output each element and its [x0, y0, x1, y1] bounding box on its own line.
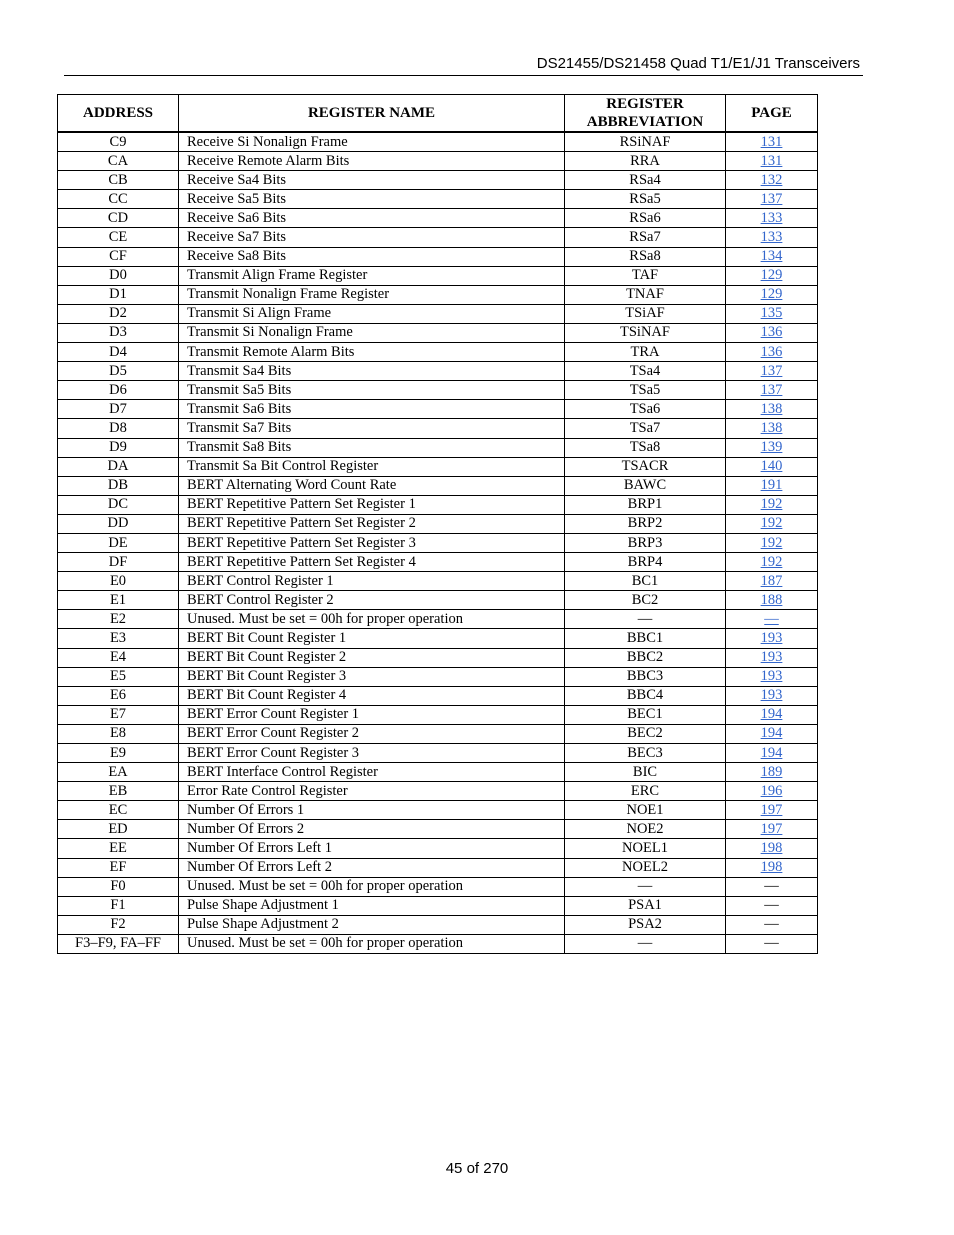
- page-link[interactable]: 192: [760, 534, 783, 551]
- document-header-title: DS21455/DS21458 Quad T1/E1/J1 Transceivers: [536, 55, 860, 72]
- table-row: [58, 782, 818, 801]
- register-address: CE: [58, 228, 179, 247]
- register-name: BERT Alternating Word Count Rate: [179, 476, 565, 495]
- page-link[interactable]: 194: [760, 744, 783, 761]
- table-row: [58, 285, 818, 304]
- table-row: [58, 247, 818, 266]
- register-address: E5: [58, 667, 179, 686]
- table-row: [58, 533, 818, 552]
- table-row: [58, 667, 818, 686]
- page-cell: [726, 591, 818, 610]
- page-cell: [726, 705, 818, 724]
- register-address: D2: [58, 304, 179, 323]
- register-abbreviation: TSiAF: [565, 304, 726, 323]
- register-abbreviation: NOE1: [565, 801, 726, 820]
- register-abbreviation: BRP1: [565, 495, 726, 514]
- page-link[interactable]: 131: [760, 133, 783, 150]
- page-cell: [726, 400, 818, 419]
- page-cell: [726, 285, 818, 304]
- register-abbreviation: NOE2: [565, 820, 726, 839]
- page-cell: [726, 820, 818, 839]
- page-cell: [726, 934, 818, 953]
- page-cell: [726, 858, 818, 877]
- page-link[interactable]: 133: [760, 229, 783, 246]
- register-address: DD: [58, 514, 179, 533]
- table-row: [58, 763, 818, 782]
- register-name: Receive Sa7 Bits: [179, 228, 565, 247]
- table-row: [58, 820, 818, 839]
- register-address: DF: [58, 553, 179, 572]
- table-row: [58, 190, 818, 209]
- register-name: BERT Control Register 1: [179, 572, 565, 591]
- page-link[interactable]: 135: [760, 305, 783, 322]
- register-name: BERT Error Count Register 2: [179, 724, 565, 743]
- page-link[interactable]: 136: [760, 324, 783, 341]
- register-name: Unused. Must be set = 00h for proper operation: [179, 934, 565, 953]
- register-address: ED: [58, 820, 179, 839]
- register-address: D3: [58, 323, 179, 342]
- page-link[interactable]: 129: [760, 286, 783, 303]
- column-header-abbreviation: [565, 95, 726, 133]
- register-name: Pulse Shape Adjustment 2: [179, 915, 565, 934]
- page-cell: [726, 801, 818, 820]
- page-cell: [726, 629, 818, 648]
- register-name: Transmit Align Frame Register: [179, 266, 565, 285]
- register-address: E6: [58, 686, 179, 705]
- register-address: E3: [58, 629, 179, 648]
- page-link[interactable]: 188: [760, 591, 783, 608]
- register-name: Receive Remote Alarm Bits: [179, 152, 565, 171]
- register-name: Number Of Errors Left 2: [179, 858, 565, 877]
- register-address: EB: [58, 782, 179, 801]
- register-abbreviation: RSa8: [565, 247, 726, 266]
- register-address: C9: [58, 132, 179, 152]
- register-name: BERT Repetitive Pattern Set Register 4: [179, 553, 565, 572]
- register-abbreviation: —: [565, 934, 726, 953]
- register-abbreviation: BEC3: [565, 744, 726, 763]
- page-link[interactable]: 198: [760, 859, 783, 876]
- register-abbreviation: TSa4: [565, 362, 726, 381]
- register-name: Receive Si Nonalign Frame: [179, 132, 565, 152]
- register-abbreviation: BAWC: [565, 476, 726, 495]
- page-cell: [726, 915, 818, 934]
- page-value: —: [764, 897, 779, 914]
- register-abbreviation: TSa5: [565, 381, 726, 400]
- page-cell: [726, 553, 818, 572]
- register-abbreviation: RSiNAF: [565, 132, 726, 152]
- register-abbreviation: TSa6: [565, 400, 726, 419]
- table-row: [58, 553, 818, 572]
- register-abbreviation: RSa7: [565, 228, 726, 247]
- register-abbreviation: RSa5: [565, 190, 726, 209]
- table-row: [58, 209, 818, 228]
- register-address: DA: [58, 457, 179, 476]
- register-address: EA: [58, 763, 179, 782]
- page-cell: [726, 266, 818, 285]
- page-link[interactable]: 193: [760, 629, 783, 646]
- register-address: D1: [58, 285, 179, 304]
- register-address: DE: [58, 533, 179, 552]
- register-address: F2: [58, 915, 179, 934]
- register-name: BERT Repetitive Pattern Set Register 1: [179, 495, 565, 514]
- register-abbreviation: BC2: [565, 591, 726, 610]
- register-name: Receive Sa8 Bits: [179, 247, 565, 266]
- column-header-page: PAGE: [726, 95, 818, 133]
- page-value: —: [764, 916, 779, 933]
- table-row: [58, 572, 818, 591]
- register-address: F1: [58, 896, 179, 915]
- register-name: Error Rate Control Register: [179, 782, 565, 801]
- register-name: Receive Sa6 Bits: [179, 209, 565, 228]
- register-name: Pulse Shape Adjustment 1: [179, 896, 565, 915]
- page-link[interactable]: 187: [760, 572, 783, 589]
- table-row: [58, 877, 818, 896]
- register-address: CB: [58, 171, 179, 190]
- register-abbreviation: BRP3: [565, 533, 726, 552]
- register-name: BERT Error Count Register 3: [179, 744, 565, 763]
- register-abbreviation: TSa8: [565, 438, 726, 457]
- register-abbreviation: RSa6: [565, 209, 726, 228]
- register-name: BERT Bit Count Register 3: [179, 667, 565, 686]
- page-cell: [726, 323, 818, 342]
- register-name: BERT Control Register 2: [179, 591, 565, 610]
- page-cell: [726, 667, 818, 686]
- page-cell: [726, 190, 818, 209]
- page-cell: [726, 648, 818, 667]
- register-abbreviation: TSACR: [565, 457, 726, 476]
- register-name: Unused. Must be set = 00h for proper operation: [179, 610, 565, 629]
- register-map-table: [57, 94, 818, 954]
- register-address: DC: [58, 495, 179, 514]
- page-link[interactable]: 193: [760, 649, 783, 666]
- table-row: [58, 362, 818, 381]
- page-cell: [726, 686, 818, 705]
- register-address: D6: [58, 381, 179, 400]
- register-abbreviation: RRA: [565, 152, 726, 171]
- register-address: E2: [58, 610, 179, 629]
- register-name: Transmit Remote Alarm Bits: [179, 343, 565, 362]
- register-address: EE: [58, 839, 179, 858]
- table-row: [58, 686, 818, 705]
- register-address: F3–F9, FA–FF: [58, 934, 179, 953]
- page-link[interactable]: 137: [760, 190, 783, 207]
- column-header-register-name: REGISTER NAME: [179, 95, 565, 133]
- header-divider: [64, 75, 863, 76]
- register-address: D7: [58, 400, 179, 419]
- register-address: E4: [58, 648, 179, 667]
- register-abbreviation: TSiNAF: [565, 323, 726, 342]
- column-header-abbreviation-line2: ABBREVIATION: [586, 114, 704, 130]
- register-address: D0: [58, 266, 179, 285]
- page-cell: [726, 362, 818, 381]
- page-cell: [726, 744, 818, 763]
- register-name: Number Of Errors 1: [179, 801, 565, 820]
- page-link[interactable]: 194: [760, 725, 783, 742]
- register-name: BERT Repetitive Pattern Set Register 2: [179, 514, 565, 533]
- page-link[interactable]: 191: [760, 477, 783, 494]
- register-name: Receive Sa4 Bits: [179, 171, 565, 190]
- register-address: E8: [58, 724, 179, 743]
- register-abbreviation: RSa4: [565, 171, 726, 190]
- page-cell: [726, 209, 818, 228]
- page-cell: [726, 572, 818, 591]
- table-header-row: [58, 95, 818, 133]
- page-cell: [726, 228, 818, 247]
- register-abbreviation: BRP4: [565, 553, 726, 572]
- register-address: D9: [58, 438, 179, 457]
- table-row: [58, 419, 818, 438]
- page-link[interactable]: 134: [760, 248, 783, 265]
- register-abbreviation: ERC: [565, 782, 726, 801]
- page-link[interactable]: 129: [760, 267, 783, 284]
- table-row: [58, 915, 818, 934]
- register-address: D5: [58, 362, 179, 381]
- page-value: —: [764, 878, 779, 895]
- register-name: Transmit Sa6 Bits: [179, 400, 565, 419]
- table-row: [58, 934, 818, 953]
- page-link[interactable]: 197: [760, 820, 783, 837]
- page-link[interactable]: 138: [760, 400, 783, 417]
- register-address: D4: [58, 343, 179, 362]
- register-abbreviation: BEC2: [565, 724, 726, 743]
- register-abbreviation: PSA1: [565, 896, 726, 915]
- register-abbreviation: BRP2: [565, 514, 726, 533]
- register-abbreviation: PSA2: [565, 915, 726, 934]
- page-cell: [726, 763, 818, 782]
- table-row: [58, 132, 818, 152]
- register-name: Transmit Sa7 Bits: [179, 419, 565, 438]
- register-abbreviation: BBC4: [565, 686, 726, 705]
- table-row: [58, 705, 818, 724]
- page-cell: [726, 782, 818, 801]
- page-link[interactable]: 137: [760, 362, 783, 379]
- table-row: [58, 343, 818, 362]
- register-abbreviation: TAF: [565, 266, 726, 285]
- page-cell: [726, 132, 818, 152]
- register-abbreviation: BC1: [565, 572, 726, 591]
- register-abbreviation: TSa7: [565, 419, 726, 438]
- page-link[interactable]: 138: [760, 419, 783, 436]
- table-row: [58, 839, 818, 858]
- page-link[interactable]: 192: [760, 553, 783, 570]
- page-value: —: [764, 935, 779, 952]
- page-cell: [726, 438, 818, 457]
- page-link[interactable]: 136: [760, 343, 783, 360]
- register-name: BERT Error Count Register 1: [179, 705, 565, 724]
- page-link[interactable]: 140: [760, 458, 783, 475]
- table-row: [58, 476, 818, 495]
- table-row: [58, 381, 818, 400]
- page-link[interactable]: 197: [760, 801, 783, 818]
- register-name: BERT Repetitive Pattern Set Register 3: [179, 533, 565, 552]
- table-row: [58, 304, 818, 323]
- register-abbreviation: BBC3: [565, 667, 726, 686]
- column-header-abbreviation-line1: REGISTER: [606, 96, 684, 112]
- register-name: Number Of Errors Left 1: [179, 839, 565, 858]
- register-name: Transmit Nonalign Frame Register: [179, 285, 565, 304]
- table-row: [58, 724, 818, 743]
- register-abbreviation: BEC1: [565, 705, 726, 724]
- page-link[interactable]: 137: [760, 381, 783, 398]
- register-address: EC: [58, 801, 179, 820]
- register-name: BERT Interface Control Register: [179, 763, 565, 782]
- page-cell: [726, 304, 818, 323]
- table-row: [58, 228, 818, 247]
- register-address: E1: [58, 591, 179, 610]
- table-row: [58, 400, 818, 419]
- page-link[interactable]: 192: [760, 515, 783, 532]
- register-abbreviation: TNAF: [565, 285, 726, 304]
- page-cell: [726, 514, 818, 533]
- register-address: CD: [58, 209, 179, 228]
- page-cell: [726, 896, 818, 915]
- register-address: E9: [58, 744, 179, 763]
- page-cell: [726, 381, 818, 400]
- register-name: Unused. Must be set = 00h for proper operation: [179, 877, 565, 896]
- table-row: [58, 438, 818, 457]
- register-address: EF: [58, 858, 179, 877]
- page-cell: [726, 724, 818, 743]
- page-cell: [726, 533, 818, 552]
- register-name: Transmit Sa8 Bits: [179, 438, 565, 457]
- register-abbreviation: NOEL1: [565, 839, 726, 858]
- table-row: [58, 744, 818, 763]
- table-row: [58, 629, 818, 648]
- table-row: [58, 896, 818, 915]
- page-cell: [726, 877, 818, 896]
- table-row: [58, 323, 818, 342]
- page-link[interactable]: 193: [760, 687, 783, 704]
- register-name: BERT Bit Count Register 1: [179, 629, 565, 648]
- table-row: [58, 591, 818, 610]
- column-header-address: ADDRESS: [58, 95, 179, 133]
- page-link[interactable]: 192: [760, 496, 783, 513]
- page-cell: [726, 476, 818, 495]
- page-cell: [726, 152, 818, 171]
- register-address: E0: [58, 572, 179, 591]
- table-row: [58, 495, 818, 514]
- register-name: Transmit Si Align Frame: [179, 304, 565, 323]
- page-link[interactable]: 132: [760, 171, 783, 188]
- register-name: Transmit Si Nonalign Frame: [179, 323, 565, 342]
- page-link[interactable]: 196: [760, 782, 783, 799]
- register-abbreviation: BBC2: [565, 648, 726, 667]
- page-link[interactable]: 133: [760, 209, 783, 226]
- page-link[interactable]: 139: [760, 439, 783, 456]
- page-cell: [726, 171, 818, 190]
- table-row: [58, 266, 818, 285]
- register-name: Transmit Sa5 Bits: [179, 381, 565, 400]
- register-name: BERT Bit Count Register 2: [179, 648, 565, 667]
- register-address: CC: [58, 190, 179, 209]
- page-link[interactable]: 131: [760, 152, 783, 169]
- register-address: CF: [58, 247, 179, 266]
- page-link[interactable]: —: [764, 610, 779, 627]
- register-abbreviation: BBC1: [565, 629, 726, 648]
- register-name: Transmit Sa4 Bits: [179, 362, 565, 381]
- page-cell: [726, 839, 818, 858]
- page-cell: [726, 457, 818, 476]
- page-link[interactable]: 189: [760, 763, 783, 780]
- page-cell: [726, 247, 818, 266]
- register-name: BERT Bit Count Register 4: [179, 686, 565, 705]
- register-address: D8: [58, 419, 179, 438]
- register-abbreviation: NOEL2: [565, 858, 726, 877]
- table-row: [58, 648, 818, 667]
- page-number: 45 of 270: [445, 1160, 509, 1177]
- register-abbreviation: TRA: [565, 343, 726, 362]
- page-cell: [726, 343, 818, 362]
- table-row: [58, 152, 818, 171]
- page-cell: [726, 610, 818, 629]
- register-address: CA: [58, 152, 179, 171]
- register-name: Receive Sa5 Bits: [179, 190, 565, 209]
- register-address: E7: [58, 705, 179, 724]
- table-row: [58, 171, 818, 190]
- table-row: [58, 858, 818, 877]
- register-address: DB: [58, 476, 179, 495]
- register-address: F0: [58, 877, 179, 896]
- table-row: [58, 457, 818, 476]
- register-abbreviation: —: [565, 610, 726, 629]
- table-body: [58, 132, 818, 954]
- page-link[interactable]: 194: [760, 706, 783, 723]
- page-link[interactable]: 198: [760, 840, 783, 857]
- register-abbreviation: —: [565, 877, 726, 896]
- register-name: Transmit Sa Bit Control Register: [179, 457, 565, 476]
- page-cell: [726, 419, 818, 438]
- register-abbreviation: BIC: [565, 763, 726, 782]
- table-row: [58, 610, 818, 629]
- page-cell: [726, 495, 818, 514]
- register-name: Number Of Errors 2: [179, 820, 565, 839]
- table-row: [58, 801, 818, 820]
- table-row: [58, 514, 818, 533]
- page-link[interactable]: 193: [760, 668, 783, 685]
